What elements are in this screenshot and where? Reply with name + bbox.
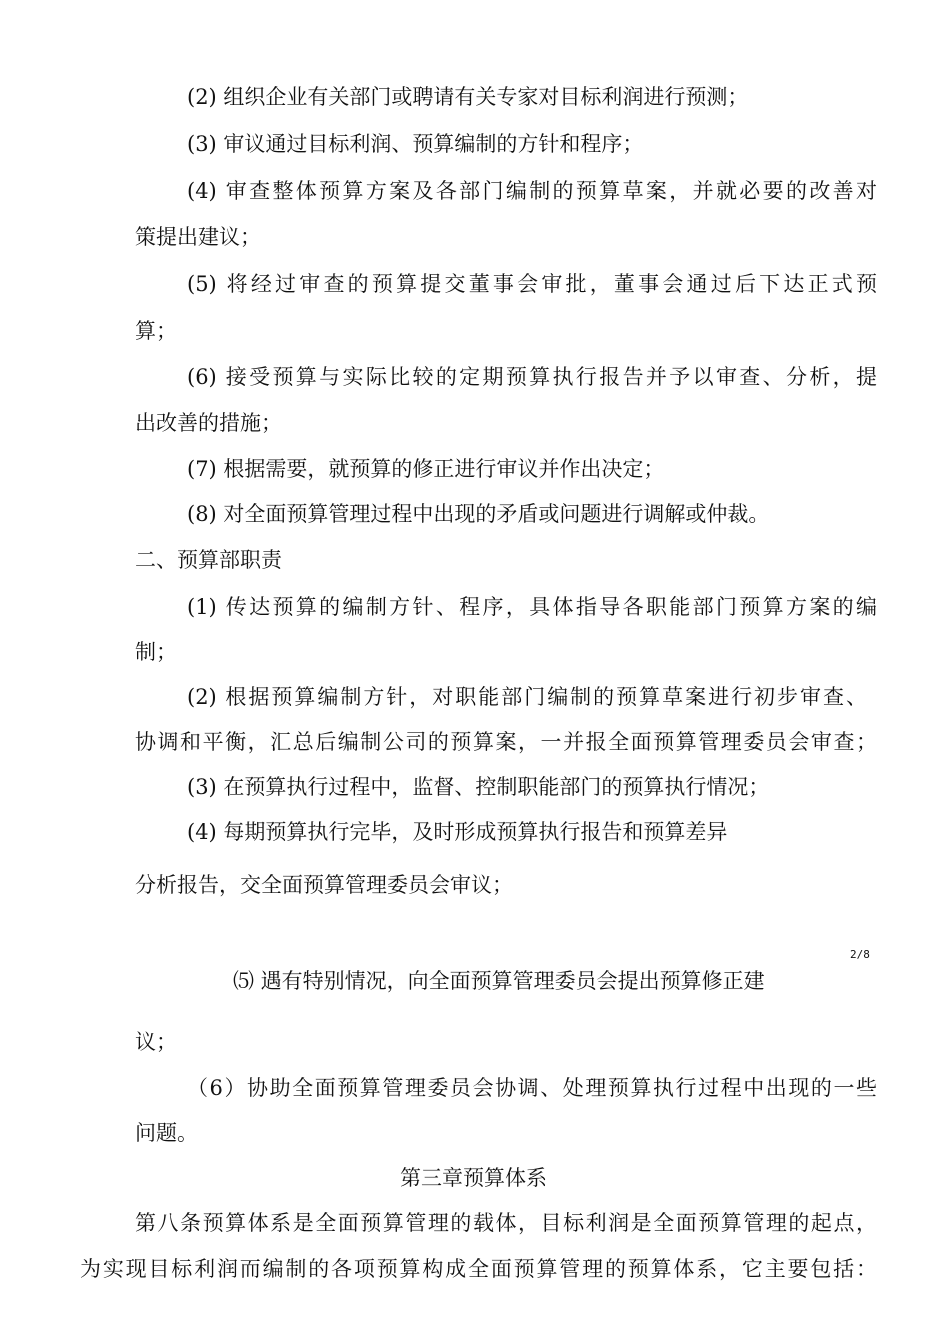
section-heading: 二、预算部职责 — [135, 548, 282, 572]
chapter-heading: 第三章预算体系 — [400, 1166, 547, 1190]
text-line: 出改善的措施； — [135, 411, 282, 435]
text-line: 为实现目标利润而编制的各项预算构成全面预算管理的预算体系，它主要包括： — [80, 1257, 877, 1281]
text-line: 策提出建议； — [135, 225, 261, 249]
text-line: (5) 将经过审查的预算提交董事会审批，董事会通过后下达正式预 — [187, 272, 877, 296]
text-line: (8) 对全面预算管理过程中出现的矛盾或问题进行调解或仲裁。 — [187, 502, 770, 526]
text-line: (2) 组织企业有关部门或聘请有关专家对目标利润进行预测； — [187, 85, 749, 109]
text-line: (2) 根据预算编制方针，对职能部门编制的预算草案进行初步审查、 — [187, 685, 867, 709]
text-line: (6) 接受预算与实际比较的定期预算执行报告并予以审查、分析，提 — [187, 365, 877, 389]
text-line: (3) 审议通过目标利润、预算编制的方针和程序； — [187, 132, 644, 156]
text-line: 议； — [135, 1030, 177, 1054]
text-line: 协调和平衡，汇总后编制公司的预算案，一并报全面预算管理委员会审查； — [135, 730, 877, 754]
text-line: (3) 在预算执行过程中，监督、控制职能部门的预算执行情况； — [187, 775, 770, 799]
text-line: 第八条预算体系是全面预算管理的载体，目标利润是全面预算管理的起点， — [135, 1211, 877, 1235]
text-line: (7) 根据需要，就预算的修正进行审议并作出决定； — [187, 457, 665, 481]
text-line: 问题。 — [135, 1121, 198, 1145]
text-line: （6）协助全面预算管理委员会协调、处理预算执行过程中出现的一些 — [187, 1076, 877, 1100]
text-line: 分析报告，交全面预算管理委员会审议； — [135, 873, 513, 897]
text-line: (4) 每期预算执行完毕，及时形成预算执行报告和预算差异 — [187, 820, 728, 844]
text-line: 制； — [135, 640, 177, 664]
text-line: 算； — [135, 319, 177, 343]
text-line: (1) 传达预算的编制方针、程序，具体指导各职能部门预算方案的编 — [187, 595, 877, 619]
text-line: ⑸ 遇有特别情况，向全面预算管理委员会提出预算修正建 — [233, 969, 765, 993]
text-line: (4) 审查整体预算方案及各部门编制的预算草案，并就必要的改善对 — [187, 179, 877, 203]
page-number: 2/8 — [850, 948, 870, 961]
